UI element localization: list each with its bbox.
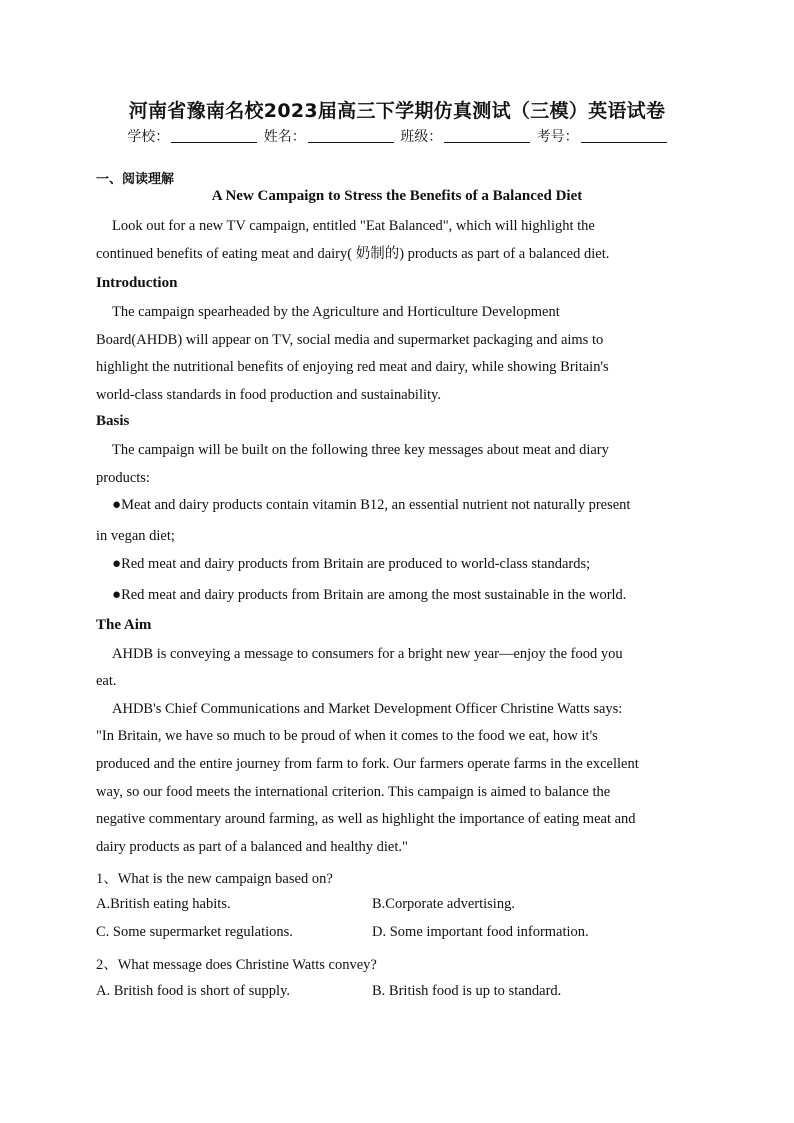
paragraph-line: eat. [96,673,117,689]
question-1-option-d[interactable]: D. Some important food information. [372,924,589,940]
student-info-fields [0,126,794,146]
bullet-item: ●Meat and dairy products contain vitamin B12, an essential nutrient not naturally present [112,497,631,513]
paragraph-line: way, so our food meets the international criterion. This campaign is aimed to balance the [96,784,611,800]
paragraph-line: Board(AHDB) will appear on TV, social media and supermarket packaging and aims to [96,332,604,348]
field-name[interactable]: 姓名： [264,126,394,146]
paragraph-line: in vegan diet; [96,528,175,544]
paragraph-line: produced and the entire journey from farm to fork. Our farmers operate farms in the excellent [96,756,639,772]
question-1-option-b[interactable]: B.Corporate advertising. [372,896,515,912]
heading-introduction: Introduction [96,275,178,291]
paragraph-line: AHDB is conveying a message to consumers for a bright new year—enjoy the food you [112,646,623,662]
paragraph-line: dairy products as part of a balanced and healthy diet." [96,839,408,855]
field-exam-number[interactable]: 考号： [537,126,667,146]
paragraph-line: continued benefits of eating meat and dairy( 奶制的) products as part of a balanced diet. [96,246,610,262]
bullet-icon: ● [112,587,122,603]
field-school[interactable]: 学校： [127,126,257,146]
paragraph-line: "In Britain, we have so much to be proud of when it comes to the food we eat, how it's [96,728,598,744]
heading-basis: Basis [96,413,130,429]
article-title: A New Campaign to Stress the Benefits of a Balanced Diet [211,188,583,204]
paragraph-line: negative commentary around farming, as well as highlight the importance of eating meat and [96,811,636,827]
paragraph-line: highlight the nutritional benefits of enjoying red meat and dairy, while showing Britain's [96,359,609,375]
question-2-option-b[interactable]: B. British food is up to standard. [372,983,562,999]
question-1-stem: 1、What is the new campaign based on? [96,871,333,887]
paragraph-line: world-class standards in food production and sustainability. [96,387,441,403]
page-title: 河南省豫南名校2023届高三下学期仿真测试（三模）英语试卷 [128,100,666,122]
bullet-item: ●Red meat and dairy products from Britain are among the most sustainable in the world. [112,587,627,603]
bullet-item: ●Red meat and dairy products from Britain are produced to world-class standards; [112,556,591,572]
bullet-icon: ● [112,556,122,572]
question-2-option-a[interactable]: A. British food is short of supply. [96,983,291,999]
field-class[interactable]: 班级： [400,126,530,146]
bullet-icon: ● [112,497,122,513]
heading-the-aim: The Aim [96,617,152,633]
question-1-option-a[interactable]: A.British eating habits. [96,896,231,912]
paragraph-line: Look out for a new TV campaign, entitled "Eat Balanced", which will highlight the [112,218,595,234]
section-heading: 一、阅读理解 [96,172,175,187]
paragraph-line: AHDB's Chief Communications and Market Development Officer Christine Watts says: [112,701,623,717]
question-2-stem: 2、What message does Christine Watts convey? [96,957,377,973]
paragraph-line: products: [96,470,150,486]
question-1-option-c[interactable]: C. Some supermarket regulations. [96,924,293,940]
paragraph-line: The campaign spearheaded by the Agriculture and Horticulture Development [112,304,560,320]
paragraph-line: The campaign will be built on the following three key messages about meat and diary [112,442,609,458]
